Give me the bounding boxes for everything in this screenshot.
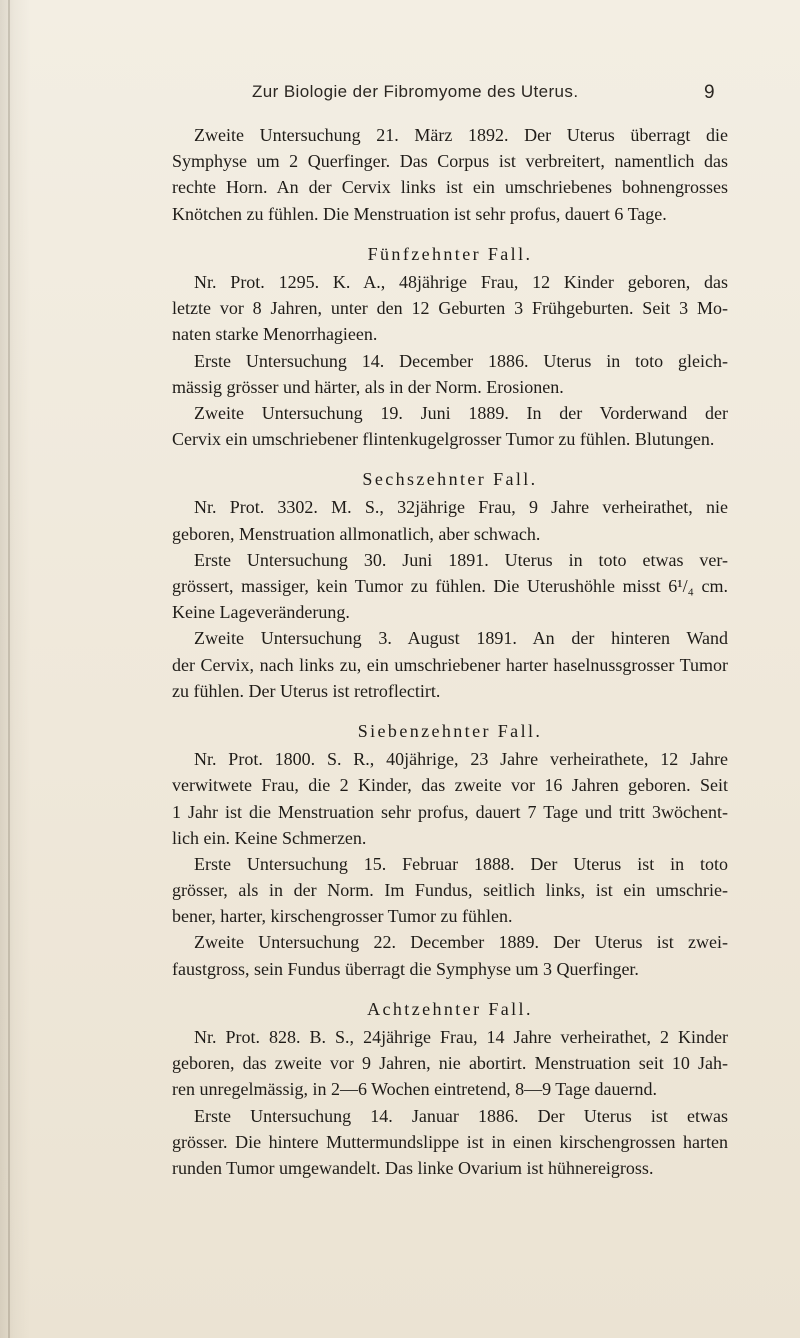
text-line: lich ein. Keine Schmerzen. (172, 827, 367, 848)
text-line: grösser, als in der Norm. Im Fundus, seitlich links, ist ein umschrie- (172, 880, 728, 901)
text-line: zu fühlen. Der Uterus ist retroflectirt. (172, 680, 441, 701)
text-line: Knötchen zu fühlen. Die Menstruation ist sehr profus, dauert 6 Tage. (172, 203, 667, 224)
text-line: Erste Untersuchung 14. December 1886. Uterus in toto gleich- (194, 350, 728, 371)
case-paragraph (172, 1024, 728, 1181)
case-heading: Fünfzehnter Fall. (367, 243, 533, 264)
text-line: letzte vor 8 Jahren, unter den 12 Geburten 3 Frühgeburten. Seit 3 Mo- (172, 298, 728, 319)
text-line: runden Tumor umgewandelt. Das linke Ovarium ist hühnereigross. (172, 1157, 654, 1178)
case-heading: Siebenzehnter Fall. (357, 720, 543, 741)
running-title: Zur Biologie der Fibromyome des Uterus. (252, 82, 579, 101)
text-line: Erste Untersuchung 14. Januar 1886. Der Uterus ist etwas (194, 1105, 728, 1126)
text-line: rechte Horn. An der Cervix links ist ein umschriebenes bohnengrosses (172, 177, 728, 198)
text-line: Erste Untersuchung 15. Februar 1888. Der Uterus ist in toto (194, 853, 728, 874)
section-gap (172, 704, 728, 718)
text-line: verwitwete Frau, die 2 Kinder, das zweite vor 16 Jahren geboren. Seit (172, 775, 728, 796)
case-heading: Sechszehnter Fall. (362, 469, 538, 490)
section-gap (172, 982, 728, 996)
case-paragraph (172, 746, 728, 982)
text-line: faustgross, sein Fundus überragt die Symphyse um 3 Querfinger. (172, 958, 639, 979)
text-line: mässig grösser und härter, als in der Norm. Erosionen. (172, 376, 564, 397)
text-line: der Cervix, nach links zu, ein umschriebener harter haselnussgrosser Tumor (172, 654, 728, 675)
text-line: Zweite Untersuchung 3. August 1891. An der hinteren Wand (194, 628, 728, 649)
text-line: Zweite Untersuchung 22. December 1889. Der Uterus ist zwei- (194, 932, 728, 953)
text-line: naten starke Menorrhagieen. (172, 324, 378, 345)
section-gap (172, 227, 728, 241)
text-line: 1 Jahr ist die Menstruation sehr profus, dauert 7 Tage und tritt 3wöchent- (172, 801, 728, 822)
text-line: Zweite Untersuchung 19. Juni 1889. In der Vorderwand der (194, 402, 728, 423)
text-line: Nr. Prot. 3302. M. S., 32jährige Frau, 9 Jahre verheirathet, nie (194, 497, 728, 518)
page-header (0, 82, 800, 110)
page-fold-shadow (8, 0, 10, 1338)
case-paragraph (172, 494, 728, 704)
text-line: geboren, das zweite vor 9 Jahren, nie abortirt. Menstruation seit 10 Jah- (172, 1053, 728, 1074)
case-heading: Achtzehnter Fall. (367, 998, 533, 1019)
text-line: Cervix ein umschriebener flintenkugelgrosser Tumor zu fühlen. Blutungen. (172, 429, 715, 450)
section-gap (172, 452, 728, 466)
text-line: geboren, Menstruation allmonatlich, aber schwach. (172, 523, 541, 544)
body-text (172, 122, 728, 1181)
text-line: Symphyse um 2 Querfinger. Das Corpus ist verbreitert, namentlich das (172, 151, 728, 172)
text-line: Nr. Prot. 1295. K. A., 48jährige Frau, 12 Kinder geboren, das (194, 271, 728, 292)
case-paragraph (172, 269, 728, 452)
text-line: bener, harter, kirschengrosser Tumor zu fühlen. (172, 906, 513, 927)
text-line: Erste Untersuchung 30. Juni 1891. Uterus in toto etwas ver- (194, 549, 728, 570)
case-paragraph (172, 122, 728, 227)
text-line: Nr. Prot. 828. B. S., 24jährige Frau, 14 Jahre verheirathet, 2 Kinder (194, 1027, 728, 1047)
page-number: 9 (704, 82, 715, 103)
text-line: Nr. Prot. 1800. S. R., 40jährige, 23 Jahre verheirathete, 12 Jahre (194, 749, 728, 770)
text-line: ren unregelmässig, in 2—6 Wochen eintretend, 8—9 Tage dauernd. (172, 1079, 657, 1100)
text-line: Keine Lageveränderung. (172, 602, 350, 623)
text-line: grössert, massiger, kein Tumor zu fühlen. Die Uterushöhle misst 6¹/₄ cm. (172, 576, 728, 596)
text-line: Zweite Untersuchung 21. März 1892. Der Uterus überragt die (194, 125, 728, 145)
text-line: grösser. Die hintere Muttermundslippe ist in einen kirschengrossen harten (172, 1131, 728, 1152)
